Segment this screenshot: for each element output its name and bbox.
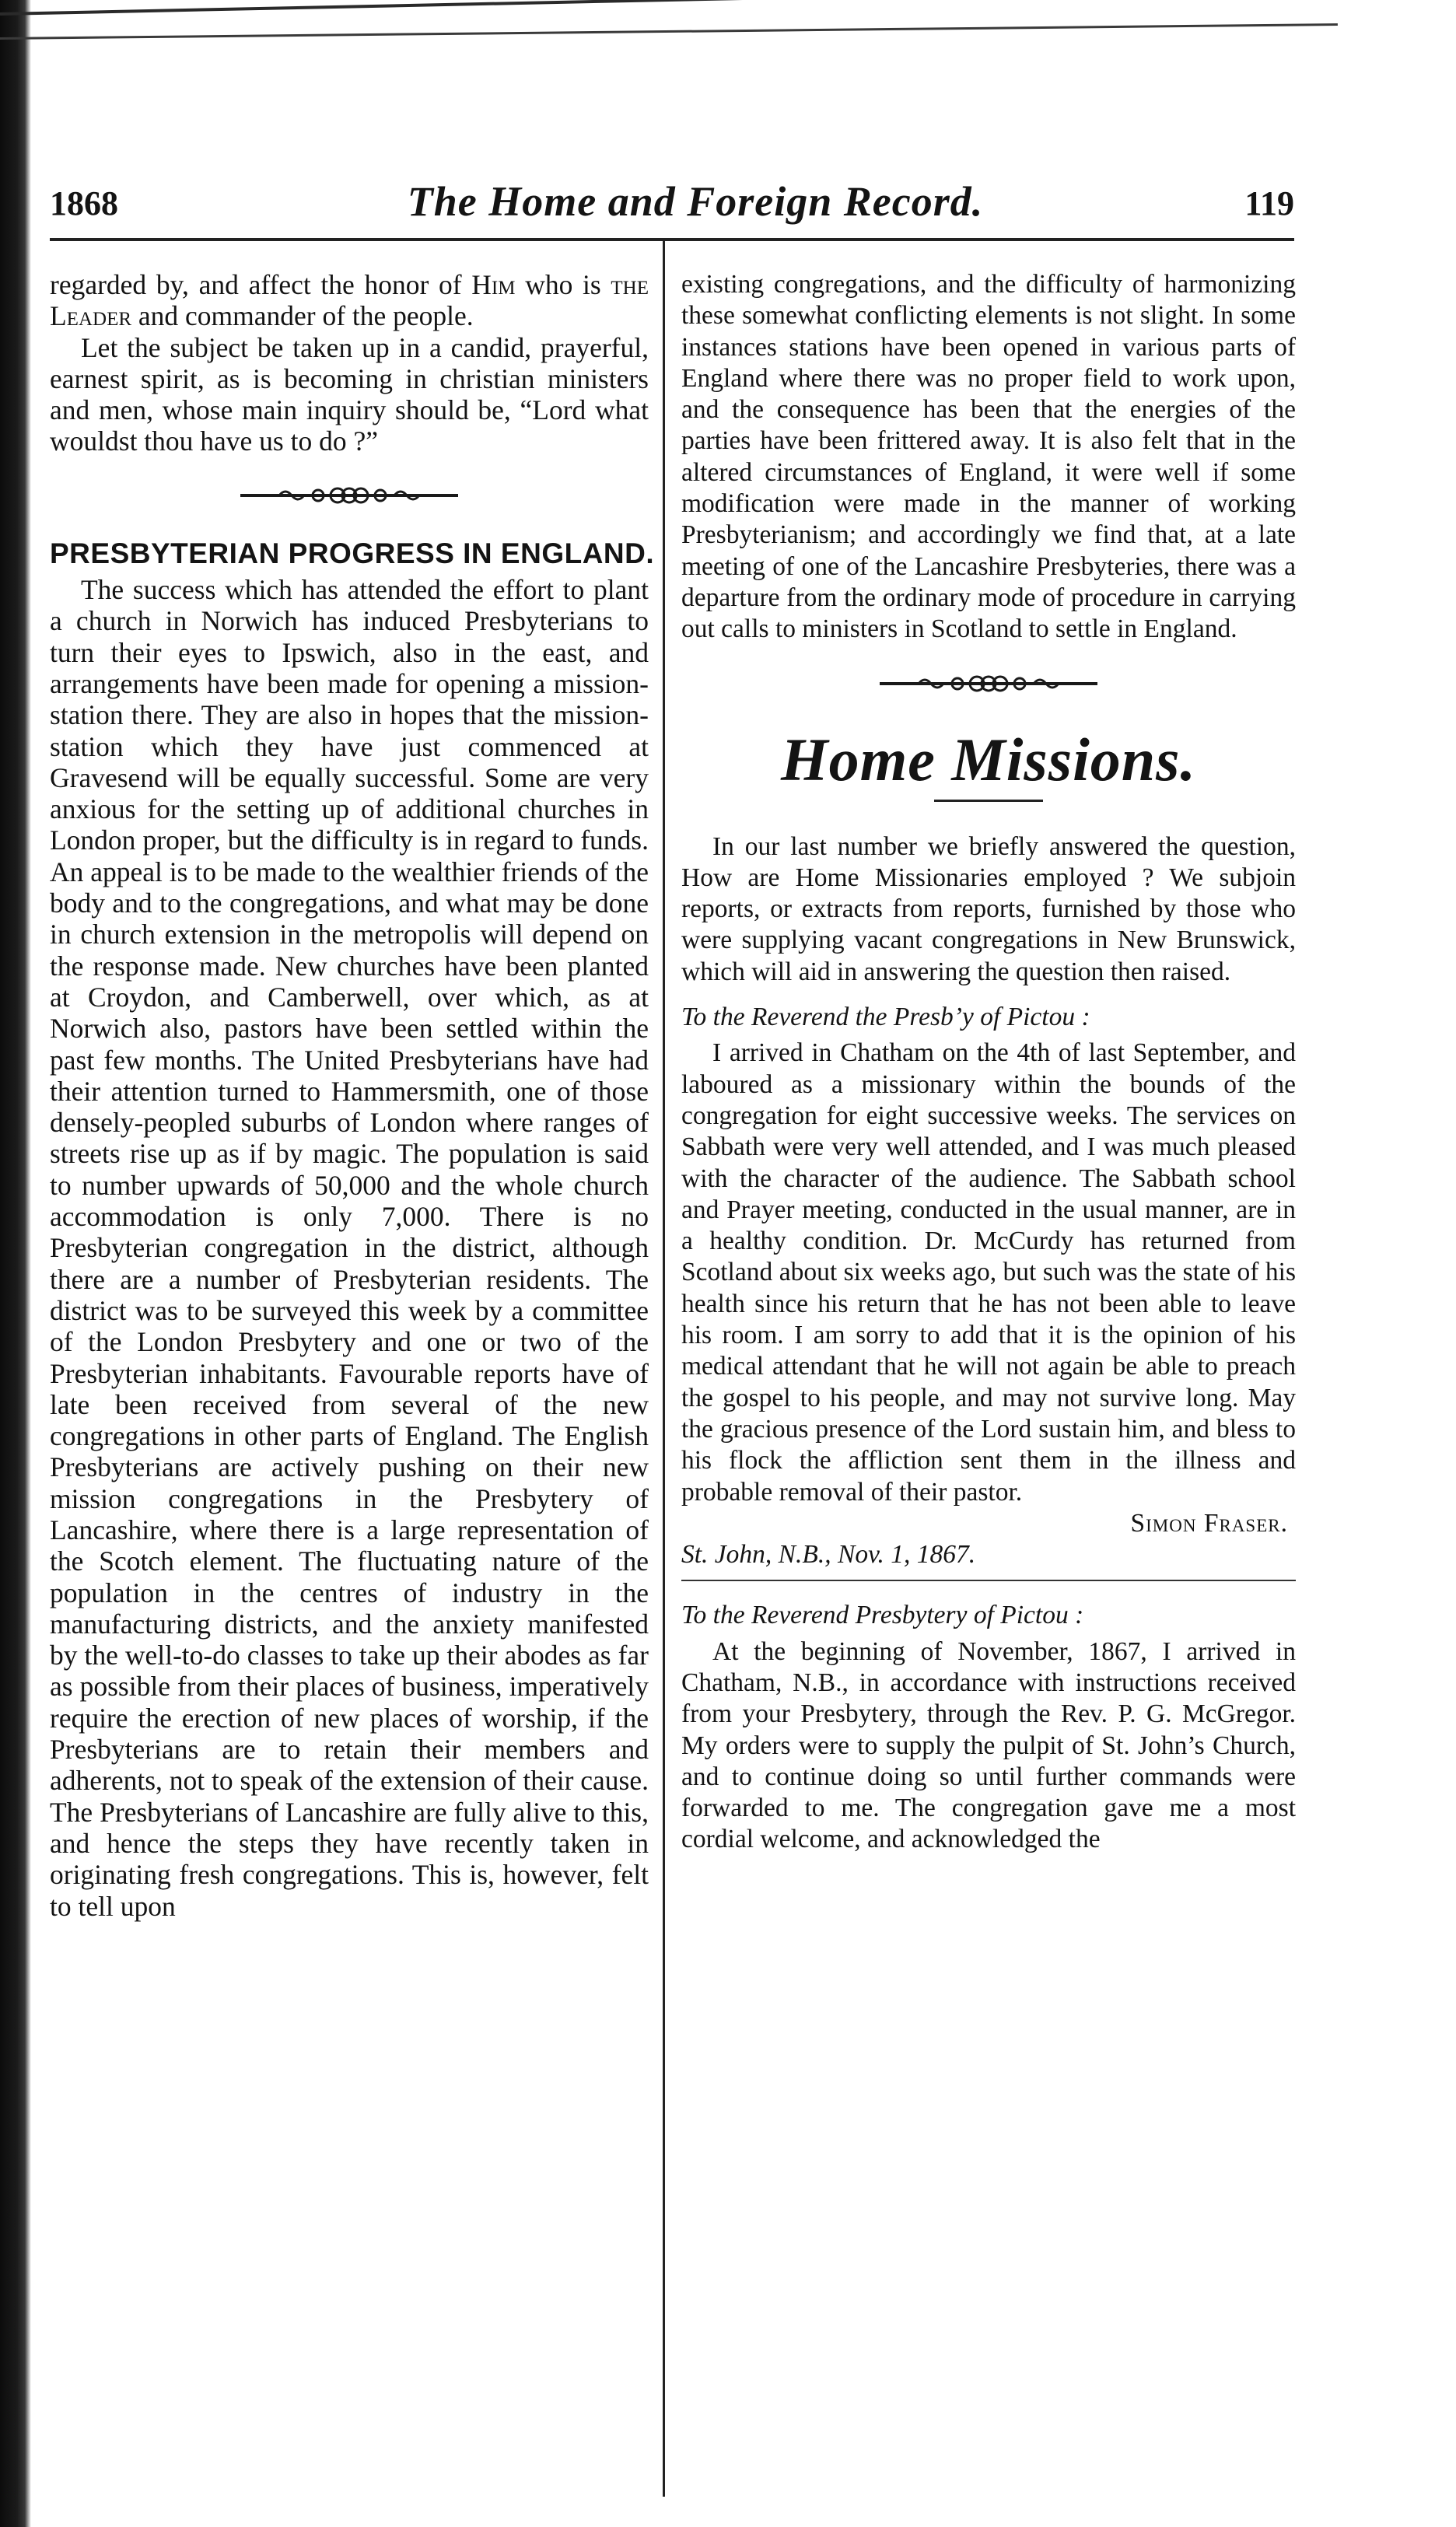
left-column (50, 269, 655, 1922)
page-top-edge-inner (0, 23, 1338, 40)
leader-small-caps: the Leader (50, 269, 649, 332)
letter-separator-rule (681, 1580, 1296, 1581)
letter1-signature: Simon Fraser. (1130, 1508, 1288, 1538)
section-title-home-missions: Home Missions. (780, 725, 1197, 793)
letter2-address: To the Reverend Presbytery of Pictou : (681, 1601, 1084, 1630)
page-number: 119 (1244, 184, 1294, 222)
appeal-paragraph: Let the subject be taken up in a candid, prayerful, earnest spirit, as is becoming in christian ministers and men, whose main inquiry should be, “Lord what wouldst thou have us to do ?” (50, 331, 649, 457)
intro-paragraph: In our last number we briefly answered the question, How are Home Missionaries employed ? We subjoin reports, or extracts from reports, furnished by those who were supplying vacant congregations in New Brunswick, which will aid in answering the question then raised. (681, 831, 1296, 986)
section-heading-presbyterian-progress: PRESBYTERIAN PROGRESS IN ENGLAND. (50, 537, 655, 569)
ornament-divider (233, 482, 466, 509)
article-body: The success which has attended the effort to plant a church in Norwich has induced Presbyterians to turn their eyes to Ipswich, also in the east, and arrangements have been made for opening a mission-station there. They are also in hopes that the mission-station which they have just commenced at Gravesend will be equally successful. Some are very anxious for the setting up of additional churches in London proper, but the difficulty is in regard to funds. An appeal is to be made to the wealthier friends of the body and to the congregations, and what may be done in church extension in the metropolis will depend on the response made. New churches have been planted at Croydon, and Camberwell, over which, as at Norwich also, pastors have been settled within the past few months. The United Presbyterians have had their attention turned to Hammersmith, one of those densely-peopled suburbs of London where ranges of streets rise up as if by magic. The population is said to number upwards of 50,000 and the whole church accommodation is only 7,000. There is no Presbyterian congregation in the district, although there are a number of Presbyterian residents. The district was to be surveyed this week by a committee of the London Presbytery and one or two of the Presbyterian inhabitants. Favourable reports have of late been received from several of the new congregations in other parts of England. The English Presbyterians are actively pushing on their new mission congregations in the Presbytery of Lancashire, where there is a large representation of the Scotch element. The fluctuating nature of the population in the centres of industry in the manufacturing districts, and the anxiety manifested by the well-to-do classes to take up their abodes as far as possible from their places of business, imperatively require the erection of new places of worship, if the Presbyterians are to retain their members and adherents, not to speak of the extension of their cause. The Presbyterians of Lancashire are fully alive to this, and hence the steps they have recently taken in originating fresh congregations. This is, however, felt to tell upon (50, 574, 649, 1922)
header-rule (50, 238, 1294, 241)
journal-title: The Home and Foreign Record. (407, 178, 984, 225)
letter1-address: To the Reverend the Presb’y of Pictou : (681, 1003, 1090, 1032)
page-top-edge (0, 0, 1369, 16)
continuation-paragraph-right: existing congregations, and the difficulty of harmonizing these somewhat conflicting elements is not slight. In some instances stations have been opened in various parts of England where there was no proper field to work upon, and the consequence has been that the energies of the parties have been frittered away. It is also felt that in the altered circumstances of England, it were well if some modification were made in the manner of working Presbyterianism; and accordingly we find that, at a late meeting of one of the Lancashire Presbyteries, there was a departure from the ordinary mode of procedure in carrying out calls to ministers in Scotland to settle in England. (681, 270, 1296, 644)
letter2-body: At the beginning of November, 1867, I arrived in Chatham, N.B., in accordance with instructions received from your Presbytery, through the Rev. P. G. McGregor. My orders were to supply the pulpit of St. John’s Church, and to continue doing so until further commands were forwarded to me. The congregation gave me a most cordial welcome, and acknowledged the (681, 1636, 1296, 1854)
running-header (50, 178, 1294, 246)
him-small-caps: Him (471, 269, 516, 300)
right-column (681, 269, 1296, 1856)
letter1-body: I arrived in Chatham on the 4th of last September, and laboured as a missionary within the bounds of the congregation for eight successive weeks. The services on Sabbath were very well attended, and I was much pleased with the character of the audience. The Sabbath school and Prayer meeting, conducted in the usual manner, are in a healthy condition. Dr. McCurdy has returned from Scotland about six weeks ago, but such was the state of his health since his return that he has not been able to leave his room. I am sorry to add that it is the opinion of his medical attendant that he will not again be able to preach the gospel to his people, and may not survive long. May the gracious presence of the Lord sustain him, and bless to his flock the affliction sent them in the illness and probable removal of their pastor. (681, 1038, 1296, 1507)
title-underline (934, 800, 1043, 802)
ornament-divider-right (872, 670, 1105, 697)
letter1-dateline: St. John, N.B., Nov. 1, 1867. (681, 1540, 976, 1570)
continuation-paragraph (50, 269, 649, 332)
header-year: 1868 (50, 184, 118, 222)
continuation-text-2: who is (525, 269, 601, 300)
continuation-text-3: and commander of the people. (138, 300, 474, 332)
column-divider (663, 241, 665, 2497)
continuation-text: regarded by, and affect the honor of (50, 269, 462, 300)
binding-edge (0, 0, 31, 2527)
